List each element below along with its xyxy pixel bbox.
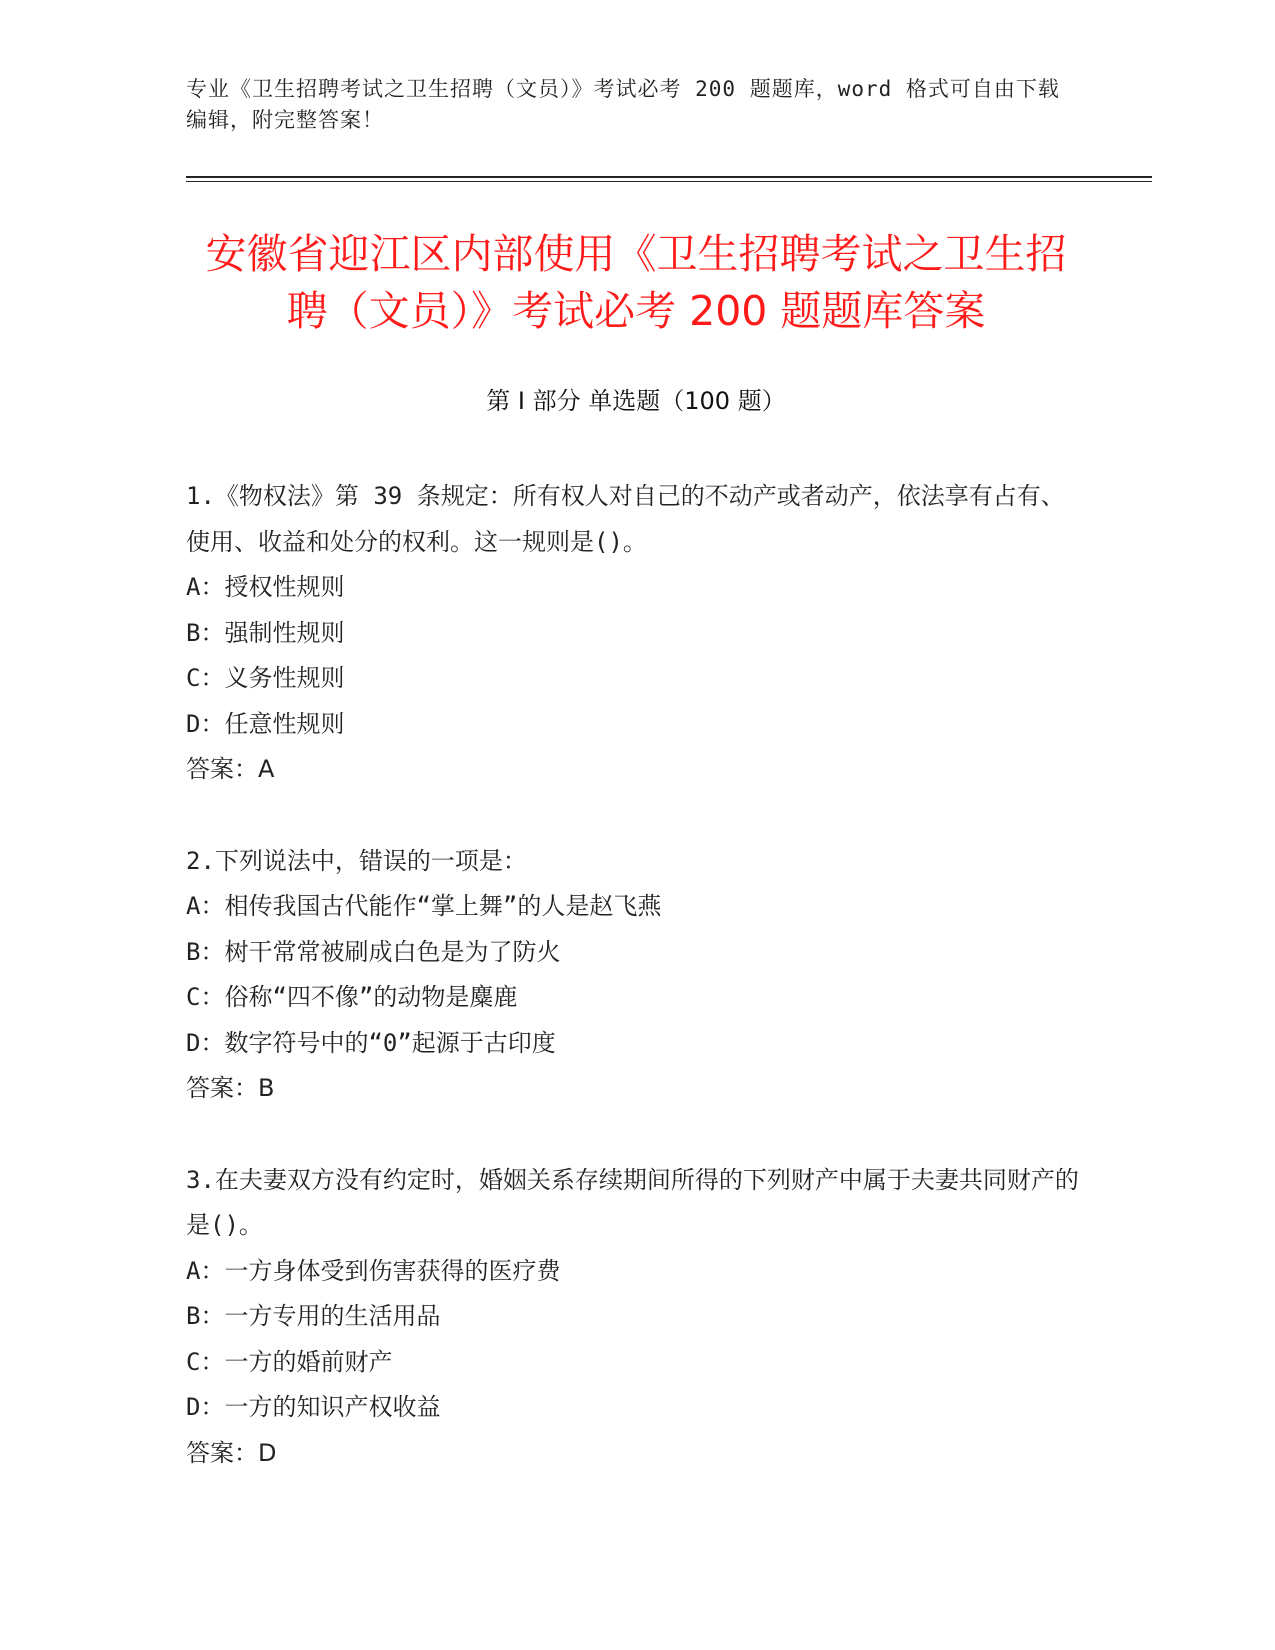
option-a: A：一方身体受到伤害获得的医疗费 bbox=[186, 1256, 561, 1285]
option-d: D：任意性规则 bbox=[186, 709, 345, 738]
option-c: C：义务性规则 bbox=[186, 664, 345, 692]
option-a: A：授权性规则 bbox=[186, 573, 345, 601]
header-divider-thin bbox=[186, 181, 1152, 182]
option-d: D：一方的知识产权收益 bbox=[186, 1393, 441, 1421]
answer: 答案：D bbox=[186, 1438, 277, 1467]
option-b: B：一方专用的生活用品 bbox=[186, 1302, 441, 1330]
option-b: B：树干常常被刷成白色是为了防火 bbox=[186, 937, 561, 966]
header-divider-thick bbox=[186, 176, 1152, 178]
header-note: 专业《卫生招聘考试之卫生招聘（文员）》考试必考 200 题题库，word 格式可自由下载编辑，附完整答案！ bbox=[186, 77, 1060, 132]
option-d: D：数字符号中的“0”起源于古印度 bbox=[186, 1028, 556, 1057]
question-3 bbox=[186, 1158, 1086, 1477]
answer: 答案：A bbox=[186, 755, 275, 783]
section-title: 第 I 部分 单选题（100 题） bbox=[486, 387, 786, 415]
question-2 bbox=[186, 839, 1086, 1112]
question-stem: 1.《物权法》第 39 条规定：所有权人对自己的不动产或者动产，依法享有占有、使用、收益和处分的权利。这一规则是()。 bbox=[186, 482, 1065, 556]
option-c: C：俗称“四不像”的动物是麋鹿 bbox=[186, 983, 518, 1011]
question-stem: 2.下列说法中，错误的一项是： bbox=[186, 846, 527, 875]
option-b: B：强制性规则 bbox=[186, 618, 345, 647]
question-stem: 3.在夫妻双方没有约定时，婚姻关系存续期间所得的下列财产中属于夫妻共同财产的是()。 bbox=[186, 1165, 1079, 1239]
option-a: A：相传我国古代能作“掌上舞”的人是赵飞燕 bbox=[186, 892, 662, 920]
answer: 答案：B bbox=[186, 1074, 275, 1102]
question-list bbox=[186, 474, 1086, 1522]
document-title: 安徽省迎江区内部使用《卫生招聘考试之卫生招聘（文员）》考试必考 200 题题库答案 bbox=[205, 230, 1067, 335]
option-c: C：一方的婚前财产 bbox=[186, 1347, 393, 1376]
question-1 bbox=[186, 474, 1086, 793]
